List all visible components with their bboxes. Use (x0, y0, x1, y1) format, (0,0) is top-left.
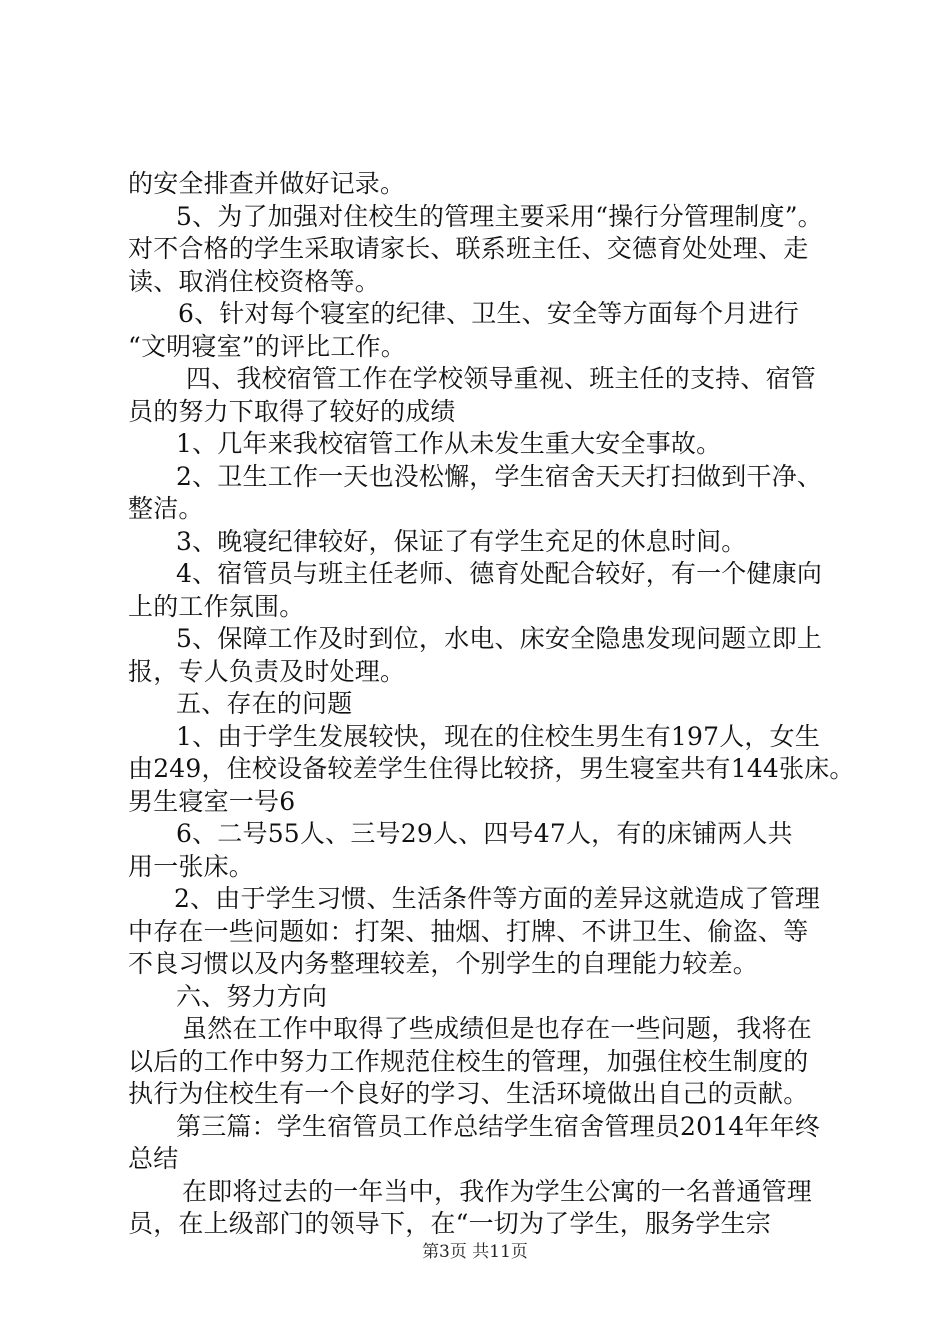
text-line: 由249，住校设备较差学生住得比较挤，男生寝室共有144张床。 (128, 754, 855, 783)
text-line: 六、努力方向 (176, 981, 328, 1011)
text-line: 员的努力下取得了较好的成绩 (128, 396, 456, 426)
text-line: 读、取消住校资格等。 (128, 266, 381, 296)
document-body (128, 168, 855, 1241)
text-line: 整洁。 (128, 494, 204, 523)
text-line: 不良习惯以及内务整理较差，个别学生的自理能力较差。 (128, 949, 759, 978)
text-line: 6、二号55人、三号29人、四号47人，有的床铺两人共 (176, 819, 793, 848)
text-line: 五、存在的问题 (176, 689, 353, 718)
text-line: 总结 (128, 1144, 179, 1173)
text-line: 报，专人负责及时处理。 (128, 656, 406, 686)
text-line: 员，在上级部门的领导下，在“一切为了学生，服务学生宗 (128, 1209, 771, 1238)
text-line: 1、几年来我校宿管工作从未发生重大安全事故。 (176, 429, 722, 458)
text-line: 四、我校宿管工作在学校领导重视、班主任的支持、宿管 (186, 364, 817, 393)
text-line: 男生寝室一号6 (128, 786, 296, 816)
text-line: 执行为住校生有一个良好的学习、生活环境做出自己的贡献。 (128, 1079, 809, 1108)
text-line: 上的工作氛围。 (128, 591, 305, 621)
text-line: 对不合格的学生采取请家长、联系班主任、交德育处处理、走 (128, 234, 809, 263)
text-line: 3、晚寝纪律较好，保证了有学生充足的休息时间。 (176, 526, 747, 556)
text-line: 的安全排查并做好记录。 (128, 169, 406, 198)
text-line: 中存在一些问题如：打架、抽烟、打牌、不讲卫生、偷盗、等 (128, 916, 809, 946)
text-line: 5、为了加强对住校生的管理主要采用“操行分管理制度”。 (176, 201, 823, 231)
text-line: 1、由于学生发展较快，现在的住校生男生有197人，女生 (176, 721, 821, 751)
text-line: 以后的工作中努力工作规范住校生的管理，加强住校生制度的 (128, 1046, 809, 1076)
text-line: 6、针对每个寝室的纪律、卫生、安全等方面每个月进行 (178, 299, 799, 328)
text-line: 第三篇：学生宿管员工作总结学生宿舍管理员2014年年终 (176, 1111, 821, 1141)
page-footer: 第3页 共11页 (422, 1242, 528, 1262)
text-line: 用一张床。 (128, 851, 255, 881)
text-line: 2、卫生工作一天也没松懈，学生宿舍天天打扫做到干净、 (176, 461, 823, 491)
text-line: 4、宿管员与班主任老师、德育处配合较好，有一个健康向 (176, 559, 823, 588)
text-line: “文明寝室”的评比工作。 (128, 331, 406, 361)
text-line: 在即将过去的一年当中，我作为学生公寓的一名普通管理 (182, 1176, 813, 1206)
text-line: 5、保障工作及时到位，水电、床安全隐患发现问题立即上 (176, 624, 823, 653)
text-line: 虽然在工作中取得了些成绩但是也存在一些问题，我将在 (182, 1014, 813, 1043)
text-line: 2、由于学生习惯、生活条件等方面的差异这就造成了管理 (174, 884, 821, 913)
